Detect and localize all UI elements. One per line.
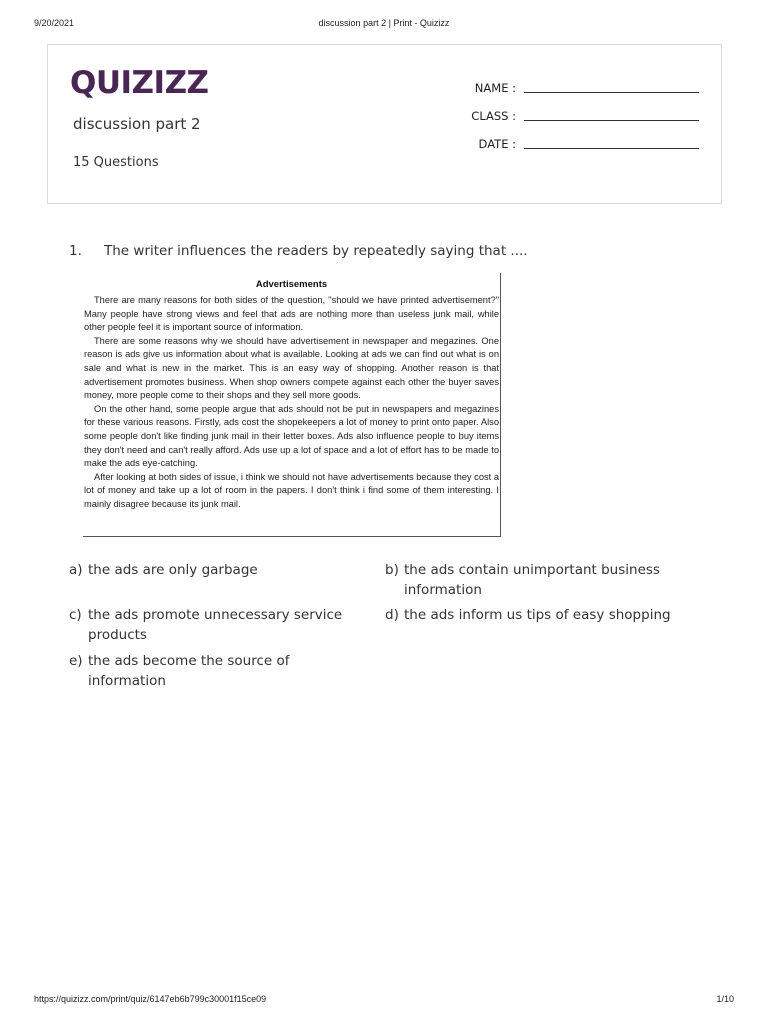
answer-option-c — [69, 606, 349, 645]
date-field — [479, 133, 699, 151]
passage-paragraph: There are many reasons for both sides of the question, "should we have printed advertisement?" Many people have strong views and feel that ads are nothing more than useless junk mail, while other people feel it is important source of information. — [84, 295, 499, 333]
question-text: The writer influences the readers by repeatedly saying that .... — [104, 243, 528, 259]
quizizz-logo: QUIZIZZ — [70, 65, 209, 101]
answer-option-a — [69, 561, 359, 581]
option-text: the ads promote unnecessary service products — [88, 607, 343, 643]
option-letter: a) — [69, 562, 83, 578]
passage-title: Advertisements — [255, 279, 328, 290]
name-field — [475, 77, 699, 95]
class-field — [471, 105, 699, 123]
option-letter: e) — [69, 653, 83, 669]
answer-option-d — [385, 606, 685, 626]
class-blank-line — [524, 111, 699, 121]
question-1 — [69, 243, 528, 259]
quiz-header-card — [47, 44, 722, 204]
passage-paragraph: On the other hand, some people argue that ads should not be put in newspapers and megazines for these various reasons. Firstly, ads cost the shopekeepers a lot of money to print onto paper. Also some people don't like finding junk mail in their letter boxes. Ads also influence people to buy items they don't need and can't really afford. Ads use up a lot of space and a lot of effort has to be made to make the ads eye-catching. — [84, 403, 499, 469]
question-number: 1. — [69, 243, 82, 259]
class-label: CLASS : — [471, 109, 516, 123]
option-text: the ads contain unimportant business information — [404, 562, 660, 598]
passage-paragraph: After looking at both sides of issue, i think we should not have advertisements because they cost a lot of money and take up a lot of room in the papers. I don't think i find some of them interesting. I mainly disagree because its junk mail. — [84, 471, 499, 509]
print-title: discussion part 2 | Print - Quizizz — [318, 18, 450, 28]
answer-option-b — [385, 561, 685, 600]
quiz-title: discussion part 2 — [73, 115, 201, 133]
date-label: DATE : — [478, 137, 516, 151]
option-text: the ads are only garbage — [88, 562, 258, 578]
option-letter: d) — [385, 607, 399, 623]
question-count: 15 Questions — [73, 155, 159, 170]
name-label: NAME : — [474, 81, 516, 95]
option-text: the ads become the source of information — [88, 653, 290, 689]
option-text: the ads inform us tips of easy shopping — [404, 607, 671, 623]
date-blank-line — [524, 139, 699, 149]
passage-paragraph: There are some reasons why we should have advertisement in newspaper and megazines. One reason is ads give us information about what is available. Looking at ads we can find out what is on sale and what is new in the market. This is an easy way of shopping. Another reason is that advertisement promotes business. When shop owners compete against each other the buyer saves money, more people come to their shops and they sell more goods. — [84, 335, 499, 401]
page-number: 1/10 — [716, 994, 734, 1004]
footer-url: https://quizizz.com/print/quiz/6147eb6b799c30001f15ce09 — [34, 994, 267, 1004]
option-letter: c) — [69, 607, 82, 623]
option-letter: b) — [385, 562, 399, 578]
answer-option-e — [69, 652, 309, 691]
passage-image — [83, 273, 501, 537]
print-date: 9/20/2021 — [34, 18, 75, 28]
name-blank-line — [524, 83, 699, 93]
